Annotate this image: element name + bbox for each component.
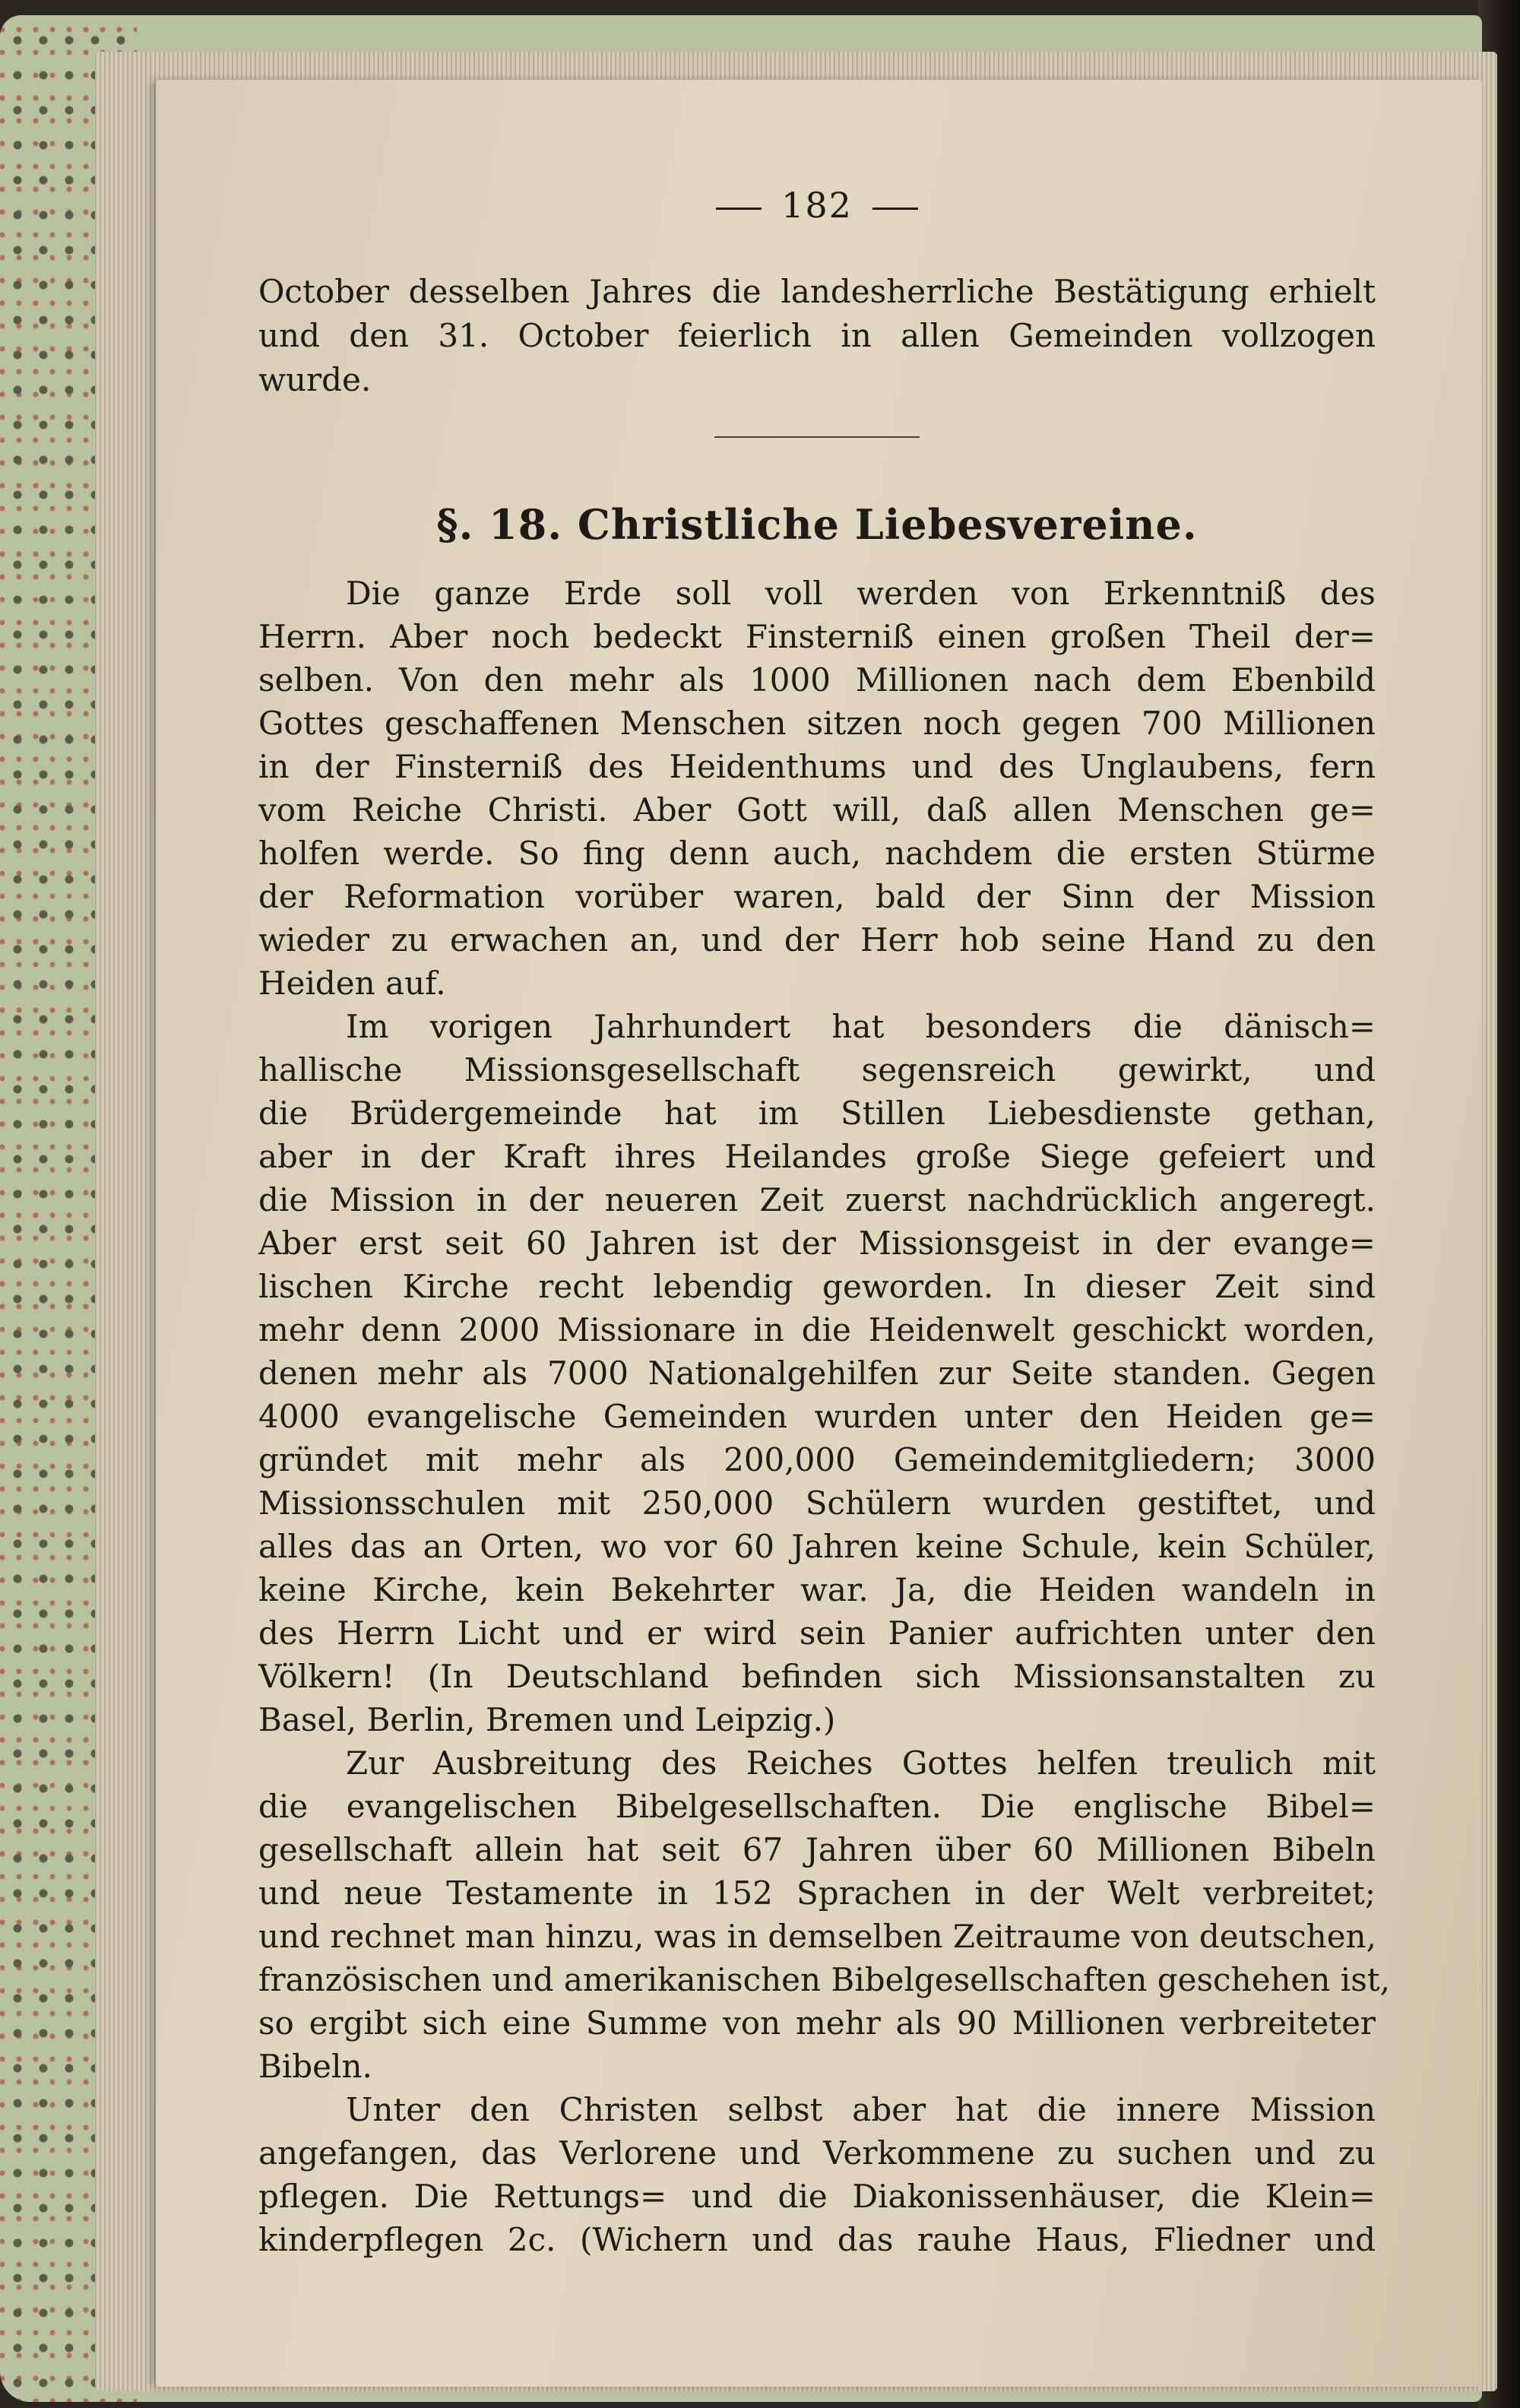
text-line: kinderpflegen 2c. (Wichern und das rauhe Haus, Fliedner und (258, 2221, 1376, 2258)
text-line: wurde. (258, 361, 372, 398)
text-line: des Herrn Licht und er wird sein Panier aufrichten unter den (258, 1614, 1376, 1652)
separator-rule (714, 436, 920, 438)
text-line: und neue Testamente in 152 Sprachen in der Welt verbreitet; (258, 1874, 1376, 1912)
text-line: selben. Von den mehr als 1000 Millionen nach dem Ebenbild (258, 661, 1376, 699)
text-line: und den 31. October feierlich in allen Gemeinden vollzogen (258, 317, 1376, 354)
text-line: so ergibt sich eine Summe von mehr als 90 Millionen verbreiteter (258, 2004, 1376, 2042)
text-line: pflegen. Die Rettungs= und die Diakonissenhäuser, die Klein= (258, 2178, 1376, 2215)
text-line: hallische Missionsgesellschaft segensreich gewirkt, und (258, 1051, 1376, 1088)
text-line: denen mehr als 7000 Nationalgehilfen zur Seite standen. Gegen (258, 1354, 1376, 1392)
text-line: October desselben Jahres die landesherrliche Bestätigung erhielt (258, 273, 1376, 310)
text-line: und rechnet man hinzu, was in demselben Zeitraume von deutschen, (258, 1918, 1376, 1955)
text-line: holfen werde. So fing denn auch, nachdem die ersten Stürme (258, 835, 1376, 872)
text-line: Bibeln. (258, 2048, 372, 2085)
page-number-value: 182 (781, 185, 853, 226)
text-line: wieder zu erwachen an, und der Herr hob seine Hand zu den (258, 921, 1376, 958)
text-line: die Mission in der neueren Zeit zuerst nachdrücklich angeregt. (258, 1181, 1376, 1218)
text-line: 4000 evangelische Gemeinden wurden unter den Heiden ge= (258, 1398, 1376, 1435)
dash-right (872, 208, 918, 210)
text-line: gründet mit mehr als 200,000 Gemeindemitgliedern; 3000 (258, 1441, 1376, 1478)
text-line: keine Kirche, kein Bekehrter war. Ja, die Heiden wandeln in (258, 1571, 1376, 1608)
section-heading: §. 18. Christliche Liebesvereine. (436, 500, 1198, 549)
text-line: Unter den Christen selbst aber hat die innere Mission (346, 2091, 1376, 2128)
text-line: Missionsschulen mit 250,000 Schülern wurden gestiftet, und (258, 1484, 1376, 1522)
text-line: Im vorigen Jahrhundert hat besonders die dänisch= (346, 1008, 1376, 1045)
text-line: Zur Ausbreitung des Reiches Gottes helfen treulich mit (346, 1744, 1376, 1782)
text-line: aber in der Kraft ihres Heilandes große Siege gefeiert und (258, 1138, 1376, 1175)
page-number (258, 185, 1376, 226)
text-line: Gottes geschaffenen Menschen sitzen noch gegen 700 Millionen (258, 705, 1376, 742)
text-line: gesellschaft allein hat seit 67 Jahren über 60 Millionen Bibeln (258, 1831, 1376, 1868)
text-line: französischen und amerikanischen Bibelgesellschaften geschehen ist, (258, 1961, 1390, 1998)
text-line: mehr denn 2000 Missionare in die Heidenwelt geschickt worden, (258, 1311, 1376, 1348)
text-line: angefangen, das Verlorene und Verkommene zu suchen und zu (258, 2134, 1376, 2172)
text-line: die evangelischen Bibelgesellschaften. Die englische Bibel= (258, 1788, 1376, 1825)
text-line: der Reformation vorüber waren, bald der Sinn der Mission (258, 878, 1376, 915)
text-line: Völkern! (In Deutschland befinden sich Missionsanstalten zu (258, 1658, 1376, 1695)
text-line: lischen Kirche recht lebendig geworden. In dieser Zeit sind (258, 1268, 1376, 1305)
text-line: Die ganze Erde soll voll werden von Erkenntniß des (346, 575, 1376, 612)
text-line: Basel, Berlin, Bremen und Leipzig.) (258, 1701, 836, 1738)
text-line: Herrn. Aber noch bedeckt Finsterniß einen großen Theil der= (258, 618, 1376, 655)
text-line: in der Finsterniß des Heidenthums und des Unglaubens, fern (258, 748, 1376, 785)
text-line: Aber erst seit 60 Jahren ist der Missionsgeist in der evange= (258, 1225, 1376, 1262)
text-line: Heiden auf. (258, 965, 446, 1002)
text-line: alles das an Orten, wo vor 60 Jahren keine Schule, kein Schüler, (258, 1528, 1376, 1565)
text-line: vom Reiche Christi. Aber Gott will, daß allen Menschen ge= (258, 791, 1376, 829)
text-line: die Brüdergemeinde hat im Stillen Liebesdienste gethan, (258, 1095, 1376, 1132)
dash-left (716, 208, 762, 210)
